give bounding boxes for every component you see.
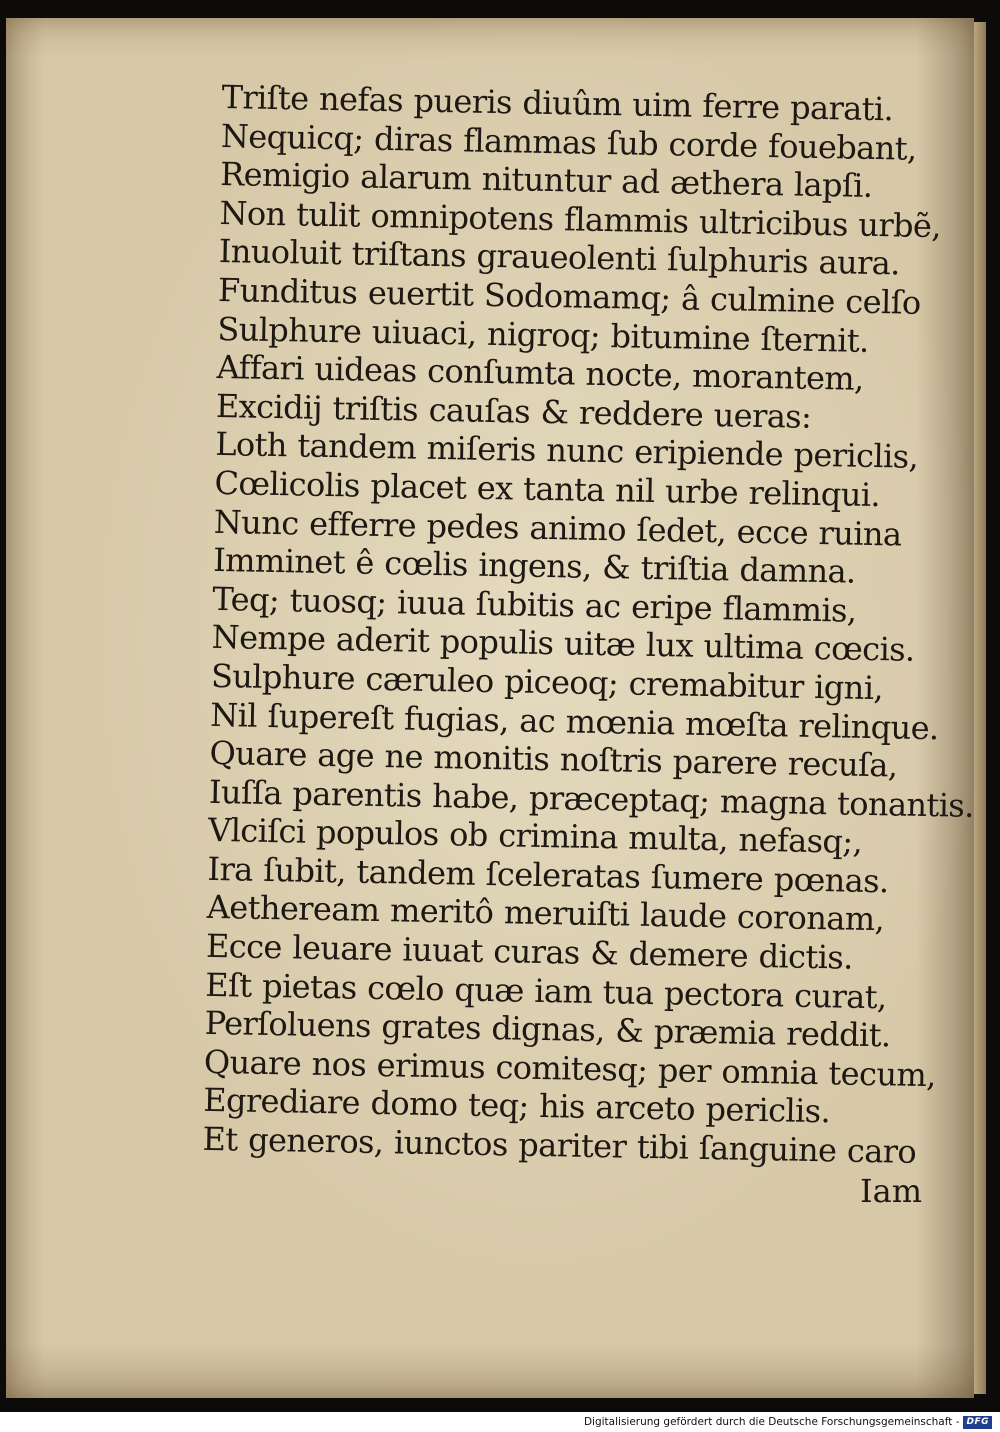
catchword: Iam bbox=[860, 1172, 923, 1210]
verse-line: Eſt pietas cœlo quæ iam tua pectora curat, bbox=[205, 965, 887, 1016]
verse-line: Cœlicolis placet ex tanta nil urbe relinqui. bbox=[214, 463, 881, 515]
funding-notice: Digitalisierung gefördert durch die Deutsche Forschungsgemeinschaft - bbox=[583, 1416, 960, 1428]
verse-line: Vlciſci populos ob crimina multa, nefasq;, bbox=[207, 811, 863, 862]
verse-line: Imminet ê cœlis ingens, & triſtia damna. bbox=[212, 541, 856, 591]
verse-line: Inuoluit triſtans graueolenti ſulphuris aura. bbox=[218, 232, 901, 283]
verse-line: Teq; tuosq; iuua ſubitis ac eripe flammis, bbox=[212, 579, 857, 630]
verse-line: Ecce leuare iuuat curas & demere dictis. bbox=[205, 926, 854, 977]
poem-text bbox=[202, 78, 975, 1171]
verse-line: Loth tandem miſeris nunc eripiende periclis, bbox=[214, 425, 919, 477]
digitization-footer bbox=[584, 1414, 992, 1430]
verse-line: Egrediare domo teq; his arceto periclis. bbox=[202, 1081, 831, 1131]
verse-line: Ira ſubit, tandem ſceleratas ſumere pœnas. bbox=[207, 849, 889, 901]
verse-line: Iuſſa parentis habe, præceptaq; magna tonantis. bbox=[208, 772, 975, 825]
verse-line: Quare nos erimus comitesq; per omnia tecum, bbox=[203, 1042, 937, 1095]
verse-line: Remigio alarum nituntur ad æthera lapſi. bbox=[219, 155, 873, 206]
verse-line: Sulphure uiuaci, nigroq; bitumine ſternit. bbox=[217, 309, 869, 360]
verse-line: Excidij triſtis cauſas & reddere ueras: bbox=[215, 386, 812, 436]
verse-line: Triſte nefas pueris diuûm uim ferre parati. bbox=[221, 78, 894, 129]
verse-line: Quare age ne monitis noſtris parere recuſa, bbox=[209, 733, 898, 785]
verse-line: Et generos, iunctos pariter tibi ſanguine caro bbox=[202, 1119, 917, 1171]
verse-line: Non tulit omnipotens flammis ultricibus urbẽ, bbox=[219, 193, 942, 245]
verse-line: Sulphure cæruleo piceoq; cremabitur igni, bbox=[210, 656, 884, 708]
verse-line: Affari uideas conſumta nocte, morantem, bbox=[216, 348, 865, 398]
verse-line: Nil ſupereſt fugias, ac mœnia mœſta relinque. bbox=[209, 695, 939, 747]
verse-line: Nempe aderit populis uitæ lux ultima cœcis. bbox=[211, 618, 915, 670]
verse-line: Perſoluens grates dignas, & præmia reddit. bbox=[204, 1004, 891, 1055]
verse-line: Nequicq; diras flammas ſub corde fouebant, bbox=[220, 116, 917, 168]
verse-line: Funditus euertit Sodomamq; â culmine celſo bbox=[217, 270, 921, 322]
page-edge bbox=[974, 22, 986, 1394]
verse-line: Nunc efferre pedes animo ſedet, ecce ruina bbox=[213, 502, 902, 554]
verse-line: Aetheream meritô meruiſti laude coronam, bbox=[206, 888, 885, 939]
dfg-logo: DFG bbox=[963, 1416, 992, 1429]
